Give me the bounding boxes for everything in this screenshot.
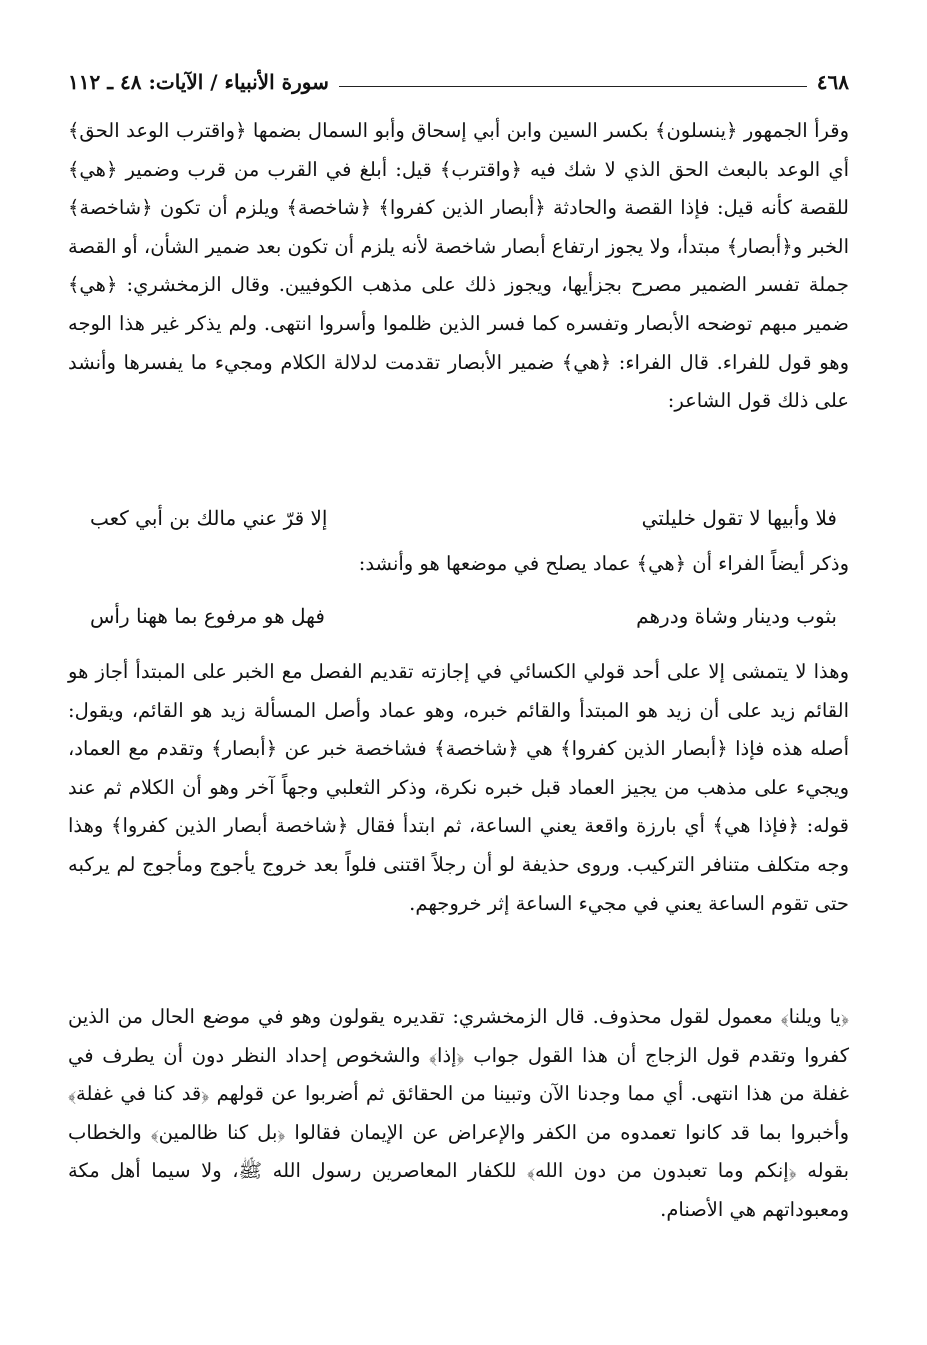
verse-2-first-hemistich: بثوب ودينار وشاة ودرهم [636, 604, 837, 628]
verse-1-first-hemistich: فلا وأبيها لا تقول خليلتي [641, 506, 837, 530]
paragraph-2: وهذا لا يتمشى إلا على أحد قولي الكسائي في إجازته تقديم الفصل مع الخبر على المبتدأ أجاز هو القائم زيد على أن زيد هو المبتدأ والقائم خبره، وهو عماد وأصل المسألة زيد هو القائم، ويقول: أصله هذه فإذا ﴿أبصار الذين كفروا﴾ هي ﴿شاخصة﴾ فشاخصة خبر عن ﴿أبصار﴾ وتقدم مع العماد، ويجيء على مذهب من يجيز العماد قبل خبره نكرة، وذكر الثعلبي وجهاً آخر وهو أن الكلام ثم عند قوله: ﴿فإذا هي﴾ أي بارزة واقعة يعني الساعة، ثم ابتدأ فقال ﴿شاخصة أبصار الذين كفروا﴾ وهذا وجه متكلف متنافر التركيب. وروى حذيفة لو أن رجلاً اقتنى فلواً بعد خروج يأجوج ومأجوج لم يركبه حتى تقوم الساعة يعني في مجيء الساعة إثر خروجهم. [68, 660, 849, 915]
running-title: سورة الأنبياء / الآيات: ٤٨ ـ ١١٢ [68, 70, 329, 94]
verse-1-second-hemistich: إلا قرّ عني مالك بن أبي كعب [90, 506, 328, 530]
page-number: ٤٦٨ [816, 70, 849, 94]
header-rule [339, 86, 807, 87]
text-line: وذكر أيضاً الفراء أن ﴿هي﴾ عماد يصلح في موضعها هو وأنشد: [358, 552, 849, 575]
poetry-verse-1 [90, 506, 837, 530]
verse-2-second-hemistich: فهل هو مرفوع بما ههنا رأس [90, 604, 325, 628]
paragraph-1: وقرأ الجمهور ﴿ينسلون﴾ بكسر السين وابن أبي إسحاق وأبو السمال بضمها ﴿واقترب الوعد الحق﴾ أي الوعد بالبعث الحق الذي لا شك فيه ﴿واقترب﴾ قيل: أبلغ في القرب من قرب وضمير ﴿هي﴾ للقصة كأنه قيل: فإذا القصة والحادثة ﴿أبصار الذين كفروا﴾ ﴿شاخصة﴾ ويلزم أن تكون ﴿شاخصة﴾ الخبر و﴿أبصار﴾ مبتدأ، ولا يجوز ارتفاع أبصار شاخصة لأنه يلزم أن تكون بعد ضمير الشأن، أو القصة جملة تفسر الضمير مصرح بجزأيها، ويجوز ذلك على مذهب الكوفيين. وقال الزمخشري: ﴿هي﴾ ضمير مبهم توضحه الأبصار وتفسره كما فسر الذين ظلموا وأسروا انتهى. ولم يذكر غير هذا الوجه وهو قول للفراء. قال الفراء: ﴿هي﴾ ضمير الأبصار تقدمت لدلالة الكلام ومجيء ما يفسرها وأنشد على ذلك قول الشاعر: [68, 119, 849, 413]
poetry-verse-2 [90, 604, 837, 628]
paragraph-3: ﴿يا ويلنا﴾ معمول لقول محذوف. قال الزمخشري: تقديره يقولون وهو في موضع الحال من الذين كفروا وتقدم قول الزجاج أن هذا القول جواب ﴿إذا﴾ والشخوص إحداد النظر دون أن يطرف في غفلة من هذا انتهى. أي مما وجدنا الآن وتبينا من الحقائق ثم أضربوا عن قولهم ﴿قد كنا في غفلة﴾ وأخبروا بما قد كانوا تعمدوه من الكفر والإعراض عن الإيمان فقالوا ﴿بل كنا ظالمين﴾ والخطاب بقوله ﴿إنكم وما تعبدون من دون الله﴾ للكفار المعاصرين رسول الله ﷺ، ولا سيما أهل مكة ومعبوداتهم هي الأصنام. [68, 1005, 849, 1221]
page-header [68, 64, 849, 94]
